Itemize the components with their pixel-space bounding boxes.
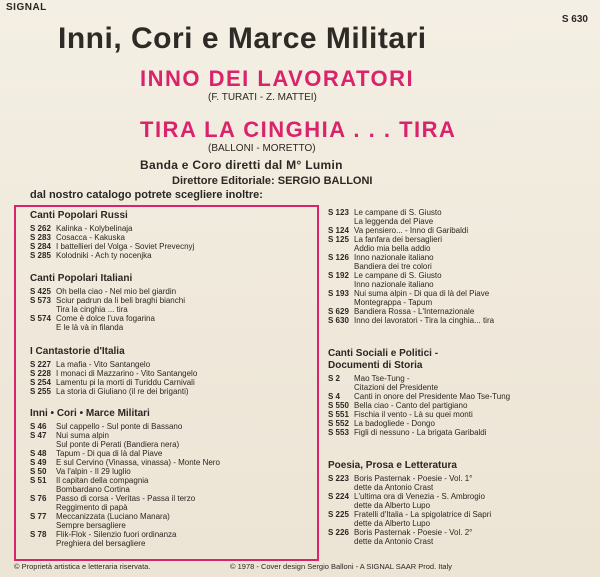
song-authors-1: (F. TURATI - Z. MATTEI) xyxy=(208,92,317,103)
list-item: S 553 Figli di nessuno - La brigata Garibaldi xyxy=(328,428,487,437)
list-item-continuation: Citazioni del Presidente xyxy=(354,383,439,392)
section-inni-continued xyxy=(328,208,494,325)
list-item-continuation: Inno nazionale italiano xyxy=(354,280,434,289)
catalog-intro: dal nostro catalogo potrete scegliere inoltre: xyxy=(30,189,263,201)
list-item: S 425 Oh bella ciao - Nel mio bel giardin xyxy=(30,287,177,296)
list-item: S 76 Passo di corsa - Veritas - Passa il terzo xyxy=(30,494,196,503)
section-inni xyxy=(30,408,220,548)
section-russian xyxy=(30,210,194,260)
list-item: S 50 Va l'alpin - Il 29 luglio xyxy=(30,467,131,476)
list-item: S 4 Canti in onore del Presidente Mao Tse-Tung xyxy=(328,392,511,401)
section-heading: I Cantastorie d'Italia xyxy=(30,346,125,357)
list-item-continuation: Sul ponte di Perati (Bandiera nera) xyxy=(56,440,180,449)
list-item: S 552 La badogliede - Dongo xyxy=(328,419,435,428)
section-heading: Canti Popolari Italiani xyxy=(30,273,133,284)
catalog-number: S 630 xyxy=(561,14,588,25)
list-item: S 283 Cosacca - Kakuska xyxy=(30,233,125,242)
list-item: S 227 La mafia - Vito Santangelo xyxy=(30,360,151,369)
list-item-continuation: Preghiera del bersagliere xyxy=(56,539,146,548)
section-poesia xyxy=(328,460,491,546)
song-title-1: INNO DEI LAVORATORI xyxy=(140,66,415,91)
list-item: S 224 L'ultima ora di Venezia - S. Ambrogio xyxy=(328,492,485,501)
list-item: S 46 Sul cappello - Sul ponte di Bassano xyxy=(30,422,183,431)
list-item: S 255 La storia di Giuliano (il re dei briganti) xyxy=(30,387,189,396)
list-item: S 47 Nui suma alpin xyxy=(30,431,109,440)
footer-rights: © Proprietà artistica e letteraria riservata. xyxy=(14,562,151,571)
list-item-continuation: dette da Alberto Lupo xyxy=(354,501,431,510)
section-italian xyxy=(30,273,185,332)
editorial-director: Direttore Editoriale: SERGIO BALLONI xyxy=(172,175,373,187)
list-item-continuation: dette da Antonio Crast xyxy=(354,537,434,546)
list-item: S 254 Lamentu pi la morti di Turiddu Carnivali xyxy=(30,378,195,387)
list-item: S 48 Tapum - Di qua di là dal Piave xyxy=(30,449,163,458)
list-item: S 629 Bandiera Rossa - L'Internazionale xyxy=(328,307,475,316)
list-item: S 124 Va pensiero... - Inno di Garibaldi xyxy=(328,226,469,235)
list-item: S 228 I monaci di Mazzarino - Vito Santangelo xyxy=(30,369,198,378)
list-item: S 262 Kalinka - Kolybelinaja xyxy=(30,224,133,233)
list-item: S 225 Fratelli d'Italia - La spigolatrice di Sapri xyxy=(328,510,492,519)
list-item-continuation: La leggenda del Piave xyxy=(354,217,434,226)
list-item: S 193 Nui suma alpin - Di qua di là del Piave xyxy=(328,289,490,298)
list-item-continuation: Reggimento di papà xyxy=(56,503,128,512)
list-item: S 223 Boris Pasternak - Poesie - Vol. 1° xyxy=(328,474,473,483)
section-cantastorie xyxy=(30,346,197,396)
list-item: S 126 Inno nazionale italiano xyxy=(328,253,434,262)
list-item: S 78 Flik-Flok - Silenzio fuori ordinanza xyxy=(30,530,177,539)
list-item-continuation: Addio mia bella addio xyxy=(354,244,431,253)
list-item: S 192 Le campane di S. Giusto xyxy=(328,271,442,280)
performer: Banda e Coro diretti dal M° Lumin xyxy=(140,158,343,172)
list-item-continuation: Bombardano Cortina xyxy=(56,485,130,494)
list-item: S 630 Inno dei lavoratori - Tira la cinghia... tira xyxy=(328,316,495,325)
song-title-2: TIRA LA CINGHIA . . . TIRA xyxy=(140,117,457,142)
list-item-continuation: Montegrappa - Tapum xyxy=(354,298,433,307)
list-item: S 284 I battellieri del Volga - Soviet Prevecnyj xyxy=(30,242,195,251)
list-item-continuation: E le là và in filanda xyxy=(56,323,124,332)
list-item: S 226 Boris Pasternak - Poesie - Vol. 2° xyxy=(328,528,473,537)
album-title: Inni, Cori e Marce Militari xyxy=(58,22,427,55)
list-item-continuation: dette da Antonio Crast xyxy=(354,483,434,492)
list-item-continuation: Tira la cinghia ... tira xyxy=(56,305,128,314)
list-item: S 285 Kolodniki - Ach ty nocenjka xyxy=(30,251,152,260)
list-item: S 574 Come è dolce l'uva fogarina xyxy=(30,314,155,323)
section-heading: Canti Popolari Russi xyxy=(30,210,128,221)
label-name: SIGNAL xyxy=(6,2,47,13)
song-authors-2: (BALLONI - MORETTO) xyxy=(208,143,316,154)
list-item: S 573 Sciur padrun da li beli braghi bianchi xyxy=(30,296,185,305)
list-item-continuation: Sempre bersagliere xyxy=(56,521,126,530)
list-item: S 49 E sul Cervino (Vinassa, vinassa) - Monte Nero xyxy=(30,458,220,467)
list-item: S 550 Bella ciao - Canto del partigiano xyxy=(328,401,468,410)
list-item: S 2 Mao Tse-Tung - xyxy=(328,374,410,383)
section-heading: Poesia, Prosa e Letteratura xyxy=(328,460,457,471)
section-heading: Inni • Cori • Marce Militari xyxy=(30,408,150,419)
list-item-continuation: Bandiera dei tre colori xyxy=(354,262,432,271)
list-item: S 51 Il capitan della compagnia xyxy=(30,476,149,485)
list-item: S 77 Meccanizzata (Luciano Manara) xyxy=(30,512,170,521)
list-item: S 551 Fischia il vento - Là su quei monti xyxy=(328,410,473,419)
list-item: S 125 La fanfara dei bersaglieri xyxy=(328,235,443,244)
list-item-continuation: dette da Alberto Lupo xyxy=(354,519,431,528)
footer-credits: © 1978 - Cover design Sergio Balloni - A SIGNAL SAAR Prod. Italy xyxy=(230,562,453,571)
list-item: S 123 Le campane di S. Giusto xyxy=(328,208,442,217)
section-heading: Canti Sociali e Politici - Documenti di Storia xyxy=(328,348,439,371)
section-sociali xyxy=(328,348,510,437)
